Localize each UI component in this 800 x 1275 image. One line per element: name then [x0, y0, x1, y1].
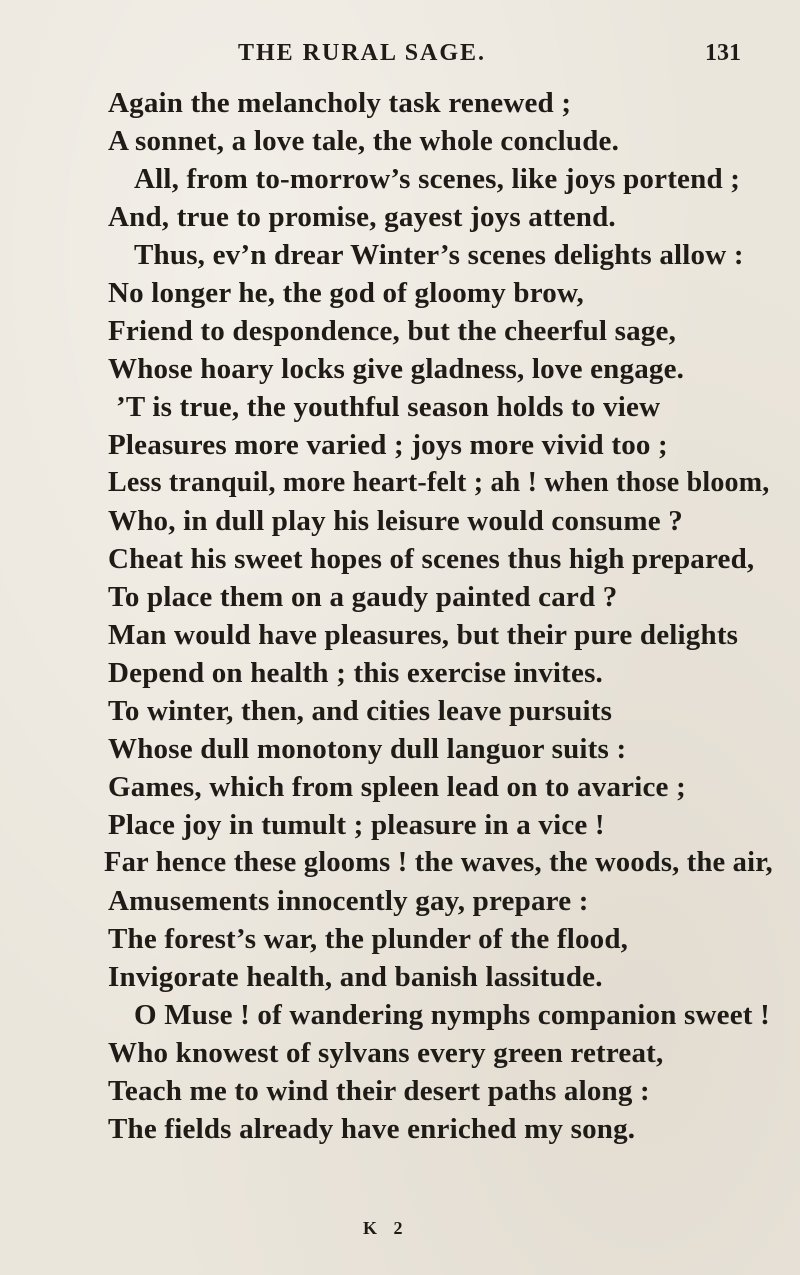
verse-line: And, true to promise, gayest joys attend.	[108, 201, 616, 233]
verse-line: Who knowest of sylvans every green retreat,	[108, 1037, 664, 1069]
verse-line: O Muse ! of wandering nymphs companion sweet !	[134, 999, 770, 1031]
verse-line: Cheat his sweet hopes of scenes thus high prepared,	[108, 543, 755, 575]
verse-line: Whose dull monotony dull languor suits :	[108, 733, 627, 765]
verse-line: To place them on a gaudy painted card ?	[108, 581, 618, 613]
verse-line: Pleasures more varied ; joys more vivid too ;	[108, 429, 668, 461]
verse-line: Thus, ev’n drear Winter’s scenes delights allow :	[134, 239, 744, 271]
verse-line: Teach me to wind their desert paths along :	[108, 1075, 650, 1107]
page-number: 131	[705, 40, 741, 66]
verse-line: Depend on health ; this exercise invites.	[108, 657, 604, 689]
verse-line: Whose hoary locks give gladness, love engage.	[108, 353, 685, 385]
verse-line: The fields already have enriched my song.	[108, 1113, 636, 1145]
verse-line: No longer he, the god of gloomy brow,	[108, 277, 584, 309]
verse-line: Place joy in tumult ; pleasure in a vice !	[108, 809, 605, 841]
verse-line: Less tranquil, more heart-felt ; ah ! when those bloom,	[108, 467, 770, 498]
verse-line: Invigorate health, and banish lassitude.	[108, 961, 603, 993]
verse-line: A sonnet, a love tale, the whole conclude.	[108, 125, 620, 157]
verse-line: To winter, then, and cities leave pursuits	[108, 695, 613, 727]
verse-line: Amusements innocently gay, prepare :	[108, 885, 589, 917]
running-head	[0, 40, 800, 76]
verse-line: Again the melancholy task renewed ;	[108, 87, 572, 119]
verse-line: All, from to-morrow’s scenes, like joys portend ;	[134, 163, 741, 195]
verse-line: Who, in dull play his leisure would consume ?	[108, 505, 683, 537]
verse-line: Man would have pleasures, but their pure delights	[108, 619, 739, 651]
verse-line: The forest’s war, the plunder of the flood,	[108, 923, 629, 955]
verse-line: Friend to despondence, but the cheerful sage,	[108, 315, 677, 347]
signature-mark: K 2	[363, 1218, 409, 1238]
verse-line: ’T is true, the youthful season holds to view	[116, 391, 661, 423]
verse-line: Games, which from spleen lead on to avarice ;	[108, 771, 686, 803]
running-title: THE RURAL SAGE.	[238, 40, 487, 66]
verse-line: Far hence these glooms ! the waves, the woods, the air,	[104, 847, 773, 878]
